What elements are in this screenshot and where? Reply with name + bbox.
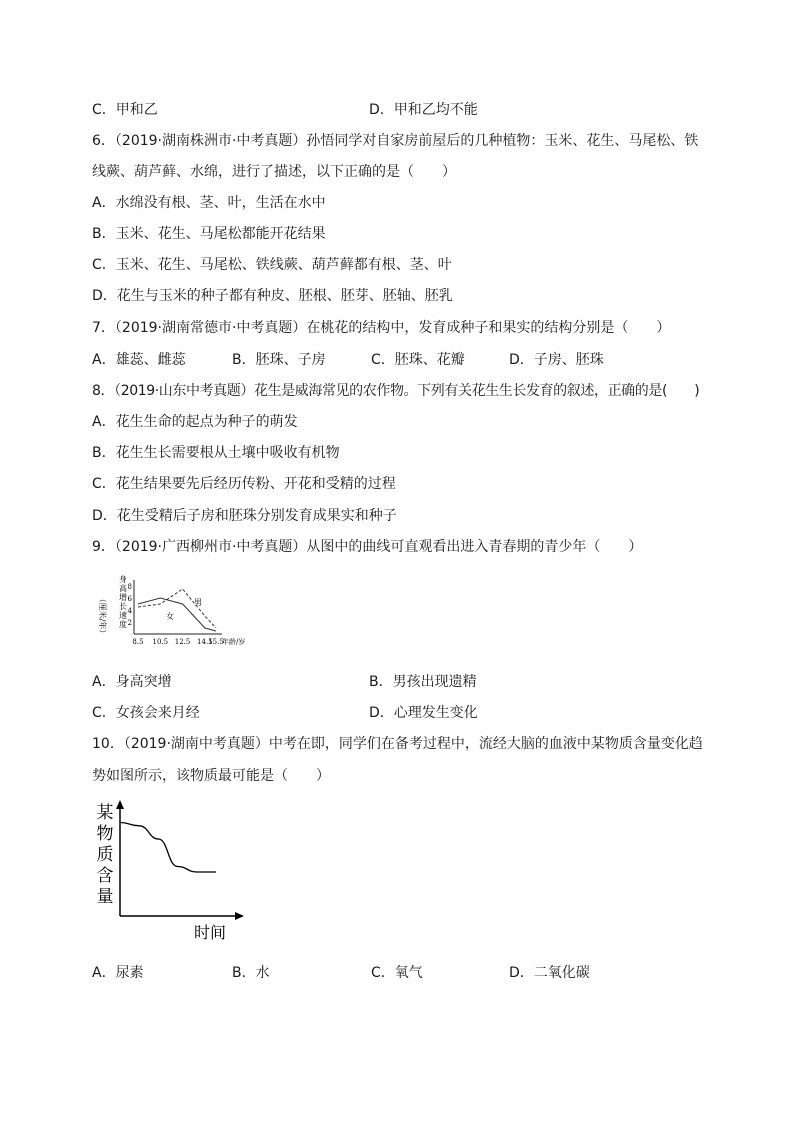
q8-option-a: A．花生生命的起点为种子的萌发 [92, 414, 298, 430]
chart2-y-label-char: 含 [96, 866, 114, 886]
chart2-x-label: 时间 [193, 923, 227, 942]
q7-option-a: A．雄蕊、雌蕊 [92, 352, 186, 368]
chart1-y-label-char: 度 [119, 620, 127, 629]
q9-option-b: B．男孩出现遗精 [369, 674, 477, 690]
q5-option-c: C．甲和乙 [92, 102, 158, 118]
chart1-x-label: 年龄/岁 [222, 638, 246, 646]
chart2-series-line [120, 823, 216, 873]
chart2-x-arrow [235, 912, 244, 920]
q10-option-d: D．二氧化碳 [509, 965, 590, 981]
chart1-x-tick-label: 12.5 [174, 638, 191, 646]
chart1-legend-boy: 男 [194, 598, 202, 607]
chart1-legend-girl: 女 [166, 612, 174, 621]
q6-option-d: D．花生与玉米的种子都有种皮、胚根、胚芽、胚轴、胚乳 [92, 288, 453, 304]
q10-option-c: C．氧气 [371, 965, 423, 981]
chart2-y-label-char: 质 [96, 845, 114, 865]
chart2-y-label-char: 某 [96, 803, 114, 823]
chart1-y-tick-label: 2 [127, 619, 132, 627]
q8-stem: 8．（2019·山东中考真题）花生是威海常见的农作物。下列有关花生生长发育的叙述，正确的是( ) [92, 383, 700, 399]
chart1-y-tick-label: 6 [127, 595, 132, 603]
chart1-y-label-char: 长 [119, 602, 127, 611]
chart1-x-tick-label: 10.5 [152, 638, 169, 646]
q5-option-d: D．甲和乙均不能 [369, 102, 478, 118]
chart1-y-label-char: 身 [119, 575, 127, 584]
q6-option-a: A．水绵没有根、茎、叶，生活在水中 [92, 195, 326, 211]
q9-stem: 9．（2019·广西柳州市·中考真题）从图中的曲线可直观看出进入青春期的青少年（ ） [92, 539, 643, 555]
q8-option-d: D．花生受精后子房和胚珠分别发育成果实和种子 [92, 508, 397, 524]
chart1-y-unit-label: （厘米/年） [98, 594, 107, 638]
q8-option-c: C．花生结果要先后经历传粉、开花和受精的过程 [92, 476, 396, 492]
q6-option-c: C．玉米、花生、马尾松、铁线蕨、葫芦藓都有根、茎、叶 [92, 257, 452, 273]
q10-option-b: B．水 [232, 965, 270, 981]
q7-stem: 7．（2019·湖南常德市·中考真题）在桃花的结构中，发育成种子和果实的结构分别是（ ） [92, 320, 671, 336]
chart1-series-boy-line [138, 589, 216, 628]
q7-option-c: C．胚珠、花瓣 [371, 352, 465, 368]
q6-stem-line2: 线蕨、葫芦藓、水绵，进行了描述，以下正确的是（ ） [92, 164, 456, 180]
chart1-y-label-char: 增 [119, 593, 127, 602]
q9-option-c: C．女孩会来月经 [92, 705, 200, 721]
chart1-y-tick-label: 4 [127, 607, 132, 615]
chart2-y-label-char: 量 [96, 887, 114, 907]
chart1-y-label-char: 高 [119, 584, 127, 593]
substance-content-chart [92, 800, 252, 945]
q6-stem-line1: 6．（2019·湖南株洲市·中考真题）孙悟同学对自家房前屋后的几种植物：玉米、花生、马尾松、铁 [92, 133, 699, 149]
q10-option-a: A．尿素 [92, 965, 144, 981]
chart2-y-label-char: 物 [96, 824, 114, 844]
q10-stem-line2: 势如图所示，该物质最可能是（ ） [92, 768, 330, 784]
chart2-y-arrow [116, 800, 124, 809]
chart1-y-label-char: 速 [119, 611, 127, 620]
q7-option-b: B．胚珠、子房 [232, 352, 326, 368]
q9-option-a: A．身高突增 [92, 674, 172, 690]
growth-rate-chart [92, 572, 262, 657]
q7-option-d: D．子房、胚珠 [509, 352, 604, 368]
q9-option-d: D．心理发生变化 [369, 705, 478, 721]
q6-option-b: B．玉米、花生、马尾松都能开花结果 [92, 226, 326, 242]
chart1-x-tick-label: 8.5 [132, 638, 144, 646]
chart1-y-tick-label: 8 [127, 583, 132, 591]
chart1-x-tick-label: 14.5 [197, 638, 213, 646]
q8-option-b: B．花生生长需要根从土壤中吸收有机物 [92, 445, 340, 461]
chart2-y-label [97, 803, 114, 907]
chart1-x-tick-label: 15.5 [208, 638, 224, 646]
q10-stem-line1: 10．（2019·湖南中考真题）中考在即，同学们在备考过程中，流经大脑的血液中某物质含量变化趋 [92, 736, 703, 752]
